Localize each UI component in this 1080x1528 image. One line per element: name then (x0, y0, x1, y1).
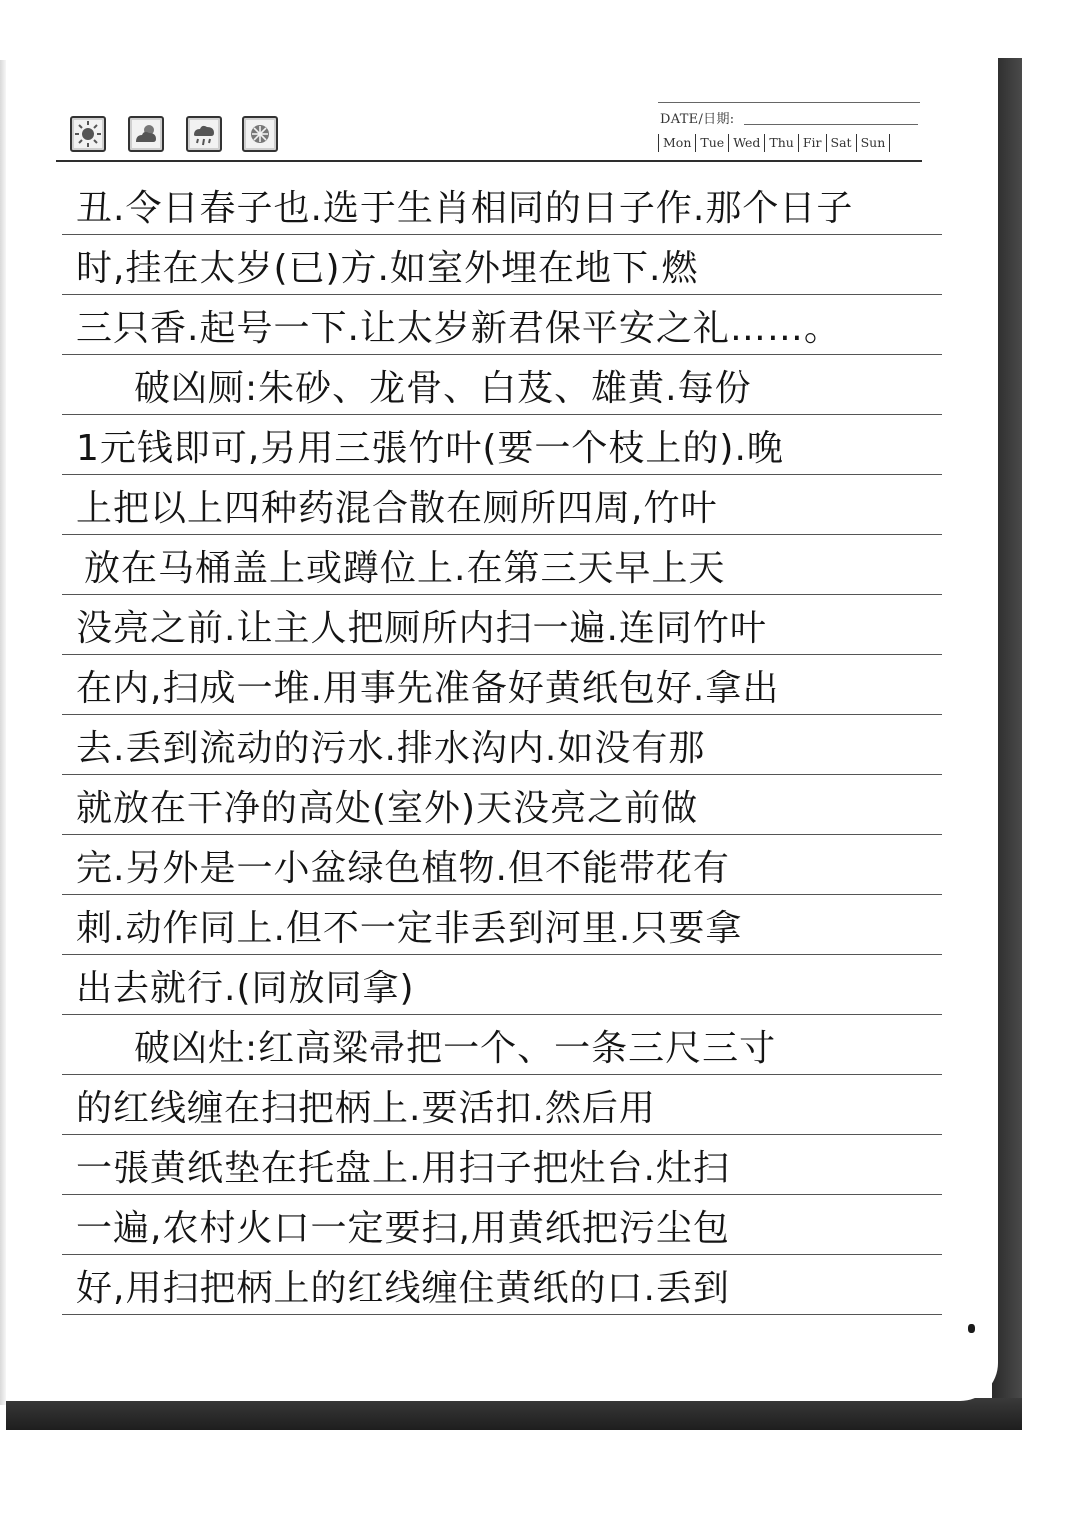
sunny-icon (70, 116, 106, 152)
handwritten-line: 刺.动作同上.但不一定非丢到河里.只要拿 (76, 908, 743, 949)
handwritten-line: 的红线缠在扫把柄上.要活扣.然后用 (76, 1088, 656, 1129)
ruled-line (62, 364, 942, 415)
date-field (744, 124, 918, 125)
ruled-line (62, 244, 942, 295)
handwritten-line: 没亮之前.让主人把厕所内扫一遍.连同竹叶 (76, 608, 767, 649)
weekday-tue: Tue (695, 134, 728, 152)
ruled-line (62, 184, 942, 235)
handwritten-line: 时,挂在太岁(已)方.如室外埋在地下.燃 (76, 248, 699, 289)
notebook-page (6, 56, 998, 1401)
handwritten-line: 破凶厕:朱砂、龙骨、白芨、雄黄.每份 (134, 368, 752, 409)
ruled-line (62, 784, 942, 835)
ruled-line (62, 1204, 942, 1255)
handwritten-line: 上把以上四种药混合散在厕所四周,竹叶 (76, 488, 718, 529)
handwritten-line: 出去就行.(同放同拿) (76, 968, 415, 1009)
handwritten-line: 去.丢到流动的污水.排水沟内.如没有那 (76, 728, 706, 769)
handwritten-line: 完.另外是一小盆绿色植物.但不能带花有 (76, 848, 730, 889)
weather-icons (6, 116, 306, 156)
handwritten-line: 1元钱即可,另用三張竹叶(要一个枝上的).晚 (76, 428, 784, 469)
weekday-selector (658, 134, 920, 152)
weekday-fri: Fir (798, 134, 826, 152)
ruled-line (62, 904, 942, 955)
handwritten-line: 三只香.起号一下.让太岁新君保平安之礼……。 (76, 308, 841, 349)
weekday-thu: Thu (764, 134, 797, 152)
ruled-line (62, 604, 942, 655)
weekday-sun: Sun (856, 134, 891, 152)
ruled-line (62, 1264, 942, 1315)
header-rule (56, 160, 922, 162)
ruled-line (62, 664, 942, 715)
handwritten-line: 放在马桶盖上或蹲位上.在第三天早上天 (84, 548, 726, 589)
ruled-line (62, 724, 942, 775)
ruled-line (62, 1144, 942, 1195)
ruled-line (62, 484, 942, 535)
weekday-wed: Wed (728, 134, 764, 152)
ruled-line (62, 964, 942, 1015)
date-top-rule (658, 102, 920, 103)
cloudy-icon (128, 116, 164, 152)
handwritten-line: 在内,扫成一堆.用事先准备好黄纸包好.拿出 (76, 668, 780, 709)
handwritten-line: 就放在干净的高处(室外)天没亮之前做 (76, 788, 699, 829)
ruled-line (62, 1024, 942, 1075)
ruled-line (62, 544, 942, 595)
ruled-line (62, 304, 942, 355)
handwritten-line: 破凶灶:红高粱帚把一个、一条三尺三寸 (134, 1028, 777, 1069)
handwritten-line: 一遍,农村火口一定要扫,用黄纸把污尘包 (76, 1208, 730, 1249)
handwritten-line: 丑.令日春子也.选于生肖相同的日子作.那个日子 (76, 188, 854, 229)
rainy-icon (186, 116, 222, 152)
handwritten-line: 好,用扫把柄上的红线缠住黄纸的口.丢到 (76, 1268, 730, 1309)
snowy-icon (242, 116, 278, 152)
handwritten-line: 一張黄纸垫在托盘上.用扫子把灶台.灶扫 (76, 1148, 730, 1189)
ruled-line (62, 1084, 942, 1135)
date-label: DATE/日期: (660, 112, 735, 127)
weekday-sat: Sat (826, 134, 856, 152)
ink-dot (968, 1324, 975, 1333)
ruled-line (62, 424, 942, 475)
page-shadow-bottom (6, 1398, 1022, 1430)
weekday-mon: Mon (658, 134, 695, 152)
date-header (658, 102, 920, 150)
ruled-line (62, 844, 942, 895)
